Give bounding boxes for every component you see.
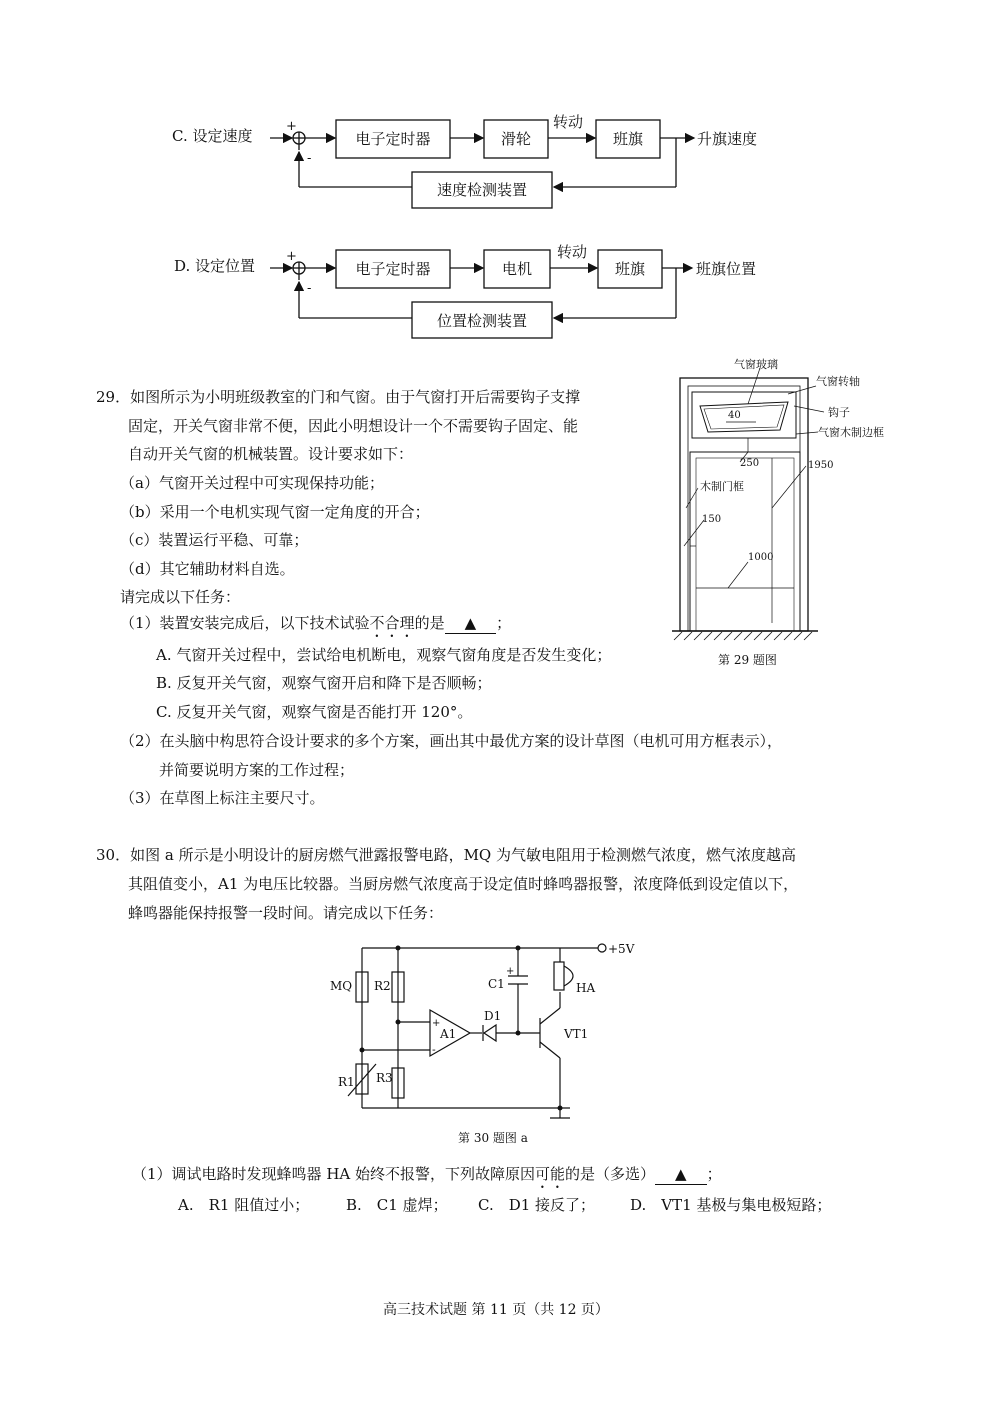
- block-diagram-c-svg: [0, 100, 992, 220]
- q29-sub1-end: ；: [496, 614, 512, 632]
- q30-opt-b: B. C1 虚焊；: [346, 1196, 448, 1214]
- block-diagram-c: [0, 100, 992, 220]
- q29-line1: 29．如图所示为小明班级教室的门和气窗。由于气窗打开后需要钩子支撑: [96, 388, 581, 406]
- circuit-d1: D1: [484, 1009, 502, 1023]
- diagram-c-output: 升旗速度: [697, 130, 758, 148]
- diagram-d-block2-label: 电机: [501, 260, 533, 278]
- q29-sub1-pre: （1）装置安装完成后，以下技术试验: [120, 614, 370, 632]
- circuit-r2: R2: [374, 979, 391, 993]
- fig29-caption: 第 29 题图: [718, 653, 777, 667]
- diagram-c-minus: -: [307, 151, 312, 166]
- circuit-vcc: +5V: [608, 942, 635, 956]
- circuit-c1: C1: [488, 977, 505, 991]
- diagram-d-plus: +: [286, 249, 297, 264]
- q30-answer-mark: ▲: [675, 1165, 687, 1183]
- q30-line2: 其阻值变小，A1 为电压比较器。当厨房燃气浓度高于设定值时蜂鸣器报警，浓度降低到设定值以下，: [128, 875, 799, 893]
- q29-tasks: 请完成以下任务：: [120, 588, 241, 606]
- circuit-30a-svg: [320, 932, 660, 1152]
- figure-29-svg: [668, 348, 908, 673]
- diagram-c-label: C. 设定速度: [172, 127, 253, 145]
- circuit-r3: R3: [376, 1071, 393, 1085]
- q30-sub1-end: ；: [706, 1165, 722, 1183]
- diagram-d-arrow-label: 转动: [556, 243, 588, 261]
- circuit-a1-plus: +: [432, 1018, 441, 1029]
- fig29-dim-40: 40: [728, 410, 741, 421]
- q29-sub1-post: 的是: [414, 614, 445, 632]
- diagram-c-feedback-label: 速度检测装置: [436, 181, 528, 199]
- q30-opt-c: C. D1 接反了；: [478, 1196, 596, 1214]
- circuit-ha: HA: [576, 981, 596, 995]
- q30-line1: 30．如图 a 所示是小明设计的厨房燃气泄露报警电路，MQ 为气敏电阻用于检测燃气浓度，燃气浓度越高: [96, 846, 796, 864]
- q30-line3: 蜂鸣器能保持报警一段时间。请完成以下任务：: [128, 904, 444, 922]
- q29-answer-blank[interactable]: [445, 613, 497, 634]
- q29-opt-a: A. 气窗开关过程中，尝试给电机断电，观察气窗角度是否发生变化；: [156, 646, 612, 664]
- q29-req-a: （a）气窗开关过程中可实现保持功能；: [120, 474, 384, 492]
- diagram-c-plus: +: [286, 119, 297, 134]
- diagram-d-block1-label: 电子定时器: [355, 260, 431, 278]
- q30-answer-blank[interactable]: [655, 1164, 707, 1185]
- diagram-d-output: 班旗位置: [696, 260, 757, 278]
- fig29-door-frame-label: 木制门框: [700, 480, 744, 493]
- q29-sub3: （3）在草图上标注主要尺寸。: [120, 789, 325, 807]
- fig29-dim-1000: 1000: [748, 552, 774, 563]
- q30-opt-a: A. R1 阻值过小；: [178, 1196, 310, 1214]
- q29-req-d: （d）其它辅助材料自选。: [120, 560, 295, 578]
- block-diagram-d: [0, 230, 992, 350]
- page-footer: 高三技术试题 第 11 页（共 12 页）: [383, 1302, 609, 1318]
- fig29-hook-label: 钩子: [828, 406, 850, 419]
- q30-sub1-pre: （1）调试电路时发现蜂鸣器 HA 始终不报警，下列故障原因: [132, 1165, 535, 1183]
- circuit-caption: 第 30 题图 a: [458, 1131, 528, 1145]
- q30-sub1-emphasis: 可能: [535, 1165, 566, 1183]
- q29-req-b: （b）采用一个电机实现气窗一定角度的开合；: [120, 503, 430, 521]
- fig29-dim-150: 150: [702, 514, 722, 525]
- fig29-dim-250: 250: [740, 458, 760, 469]
- q29-sub2-line1: （2）在头脑中构思符合设计要求的多个方案，画出其中最优方案的设计草图（电机可用方框表示），: [120, 732, 783, 750]
- fig29-dim-1950: 1950: [808, 460, 834, 471]
- fig29-frame-label: 气窗木制边框: [818, 426, 884, 439]
- circuit-c1-plus: +: [506, 966, 515, 977]
- q29-answer-mark: ▲: [464, 614, 477, 632]
- diagram-d-block3-label: 班旗: [614, 260, 646, 278]
- diagram-c-block3-label: 班旗: [612, 130, 644, 148]
- q29-req-c: （c）装置运行平稳、可靠；: [120, 531, 309, 549]
- circuit-vt1: VT1: [564, 1027, 589, 1041]
- circuit-r1: R1: [338, 1075, 355, 1089]
- q29-opt-b: B. 反复开关气窗，观察气窗开启和降下是否顺畅；: [156, 674, 492, 692]
- circuit-mq: MQ: [330, 979, 353, 993]
- diagram-c-arrow-label: 转动: [552, 113, 584, 131]
- q29-sub1-emphasis: 不合理: [369, 614, 415, 632]
- diagram-c-block1-label: 电子定时器: [355, 130, 431, 148]
- fig29-glass-label: 气窗玻璃: [734, 358, 778, 371]
- q29-sub1: [120, 613, 511, 641]
- diagram-d-label: D. 设定位置: [174, 257, 256, 275]
- circuit-30a: [320, 932, 660, 1152]
- diagram-c-block2-label: 滑轮: [500, 130, 532, 148]
- q29-opt-c: C. 反复开关气窗，观察气窗是否能打开 120°。: [156, 703, 473, 721]
- circuit-a1: A1: [440, 1027, 457, 1041]
- fig29-pivot-label: 气窗转轴: [816, 375, 860, 388]
- diagram-d-minus: -: [307, 281, 312, 296]
- q29-sub2-line2: 并简要说明方案的工作过程；: [159, 761, 355, 779]
- q30-sub1: [132, 1164, 722, 1192]
- diagram-d-feedback-label: 位置检测装置: [436, 312, 528, 330]
- figure-29: [668, 348, 908, 673]
- q30-sub1-post: 的是（多选）: [565, 1165, 656, 1183]
- circuit-a1-minus: -: [432, 1043, 436, 1056]
- block-diagram-d-svg: [0, 230, 992, 350]
- q29-line2: 固定，开关气窗非常不便，因此小明想设计一个不需要钩子固定、能: [128, 417, 579, 435]
- q30-opt-d: D. VT1 基极与集电极短路；: [630, 1196, 832, 1214]
- q29-line3: 自动开关气窗的机械装置。设计要求如下：: [128, 445, 414, 463]
